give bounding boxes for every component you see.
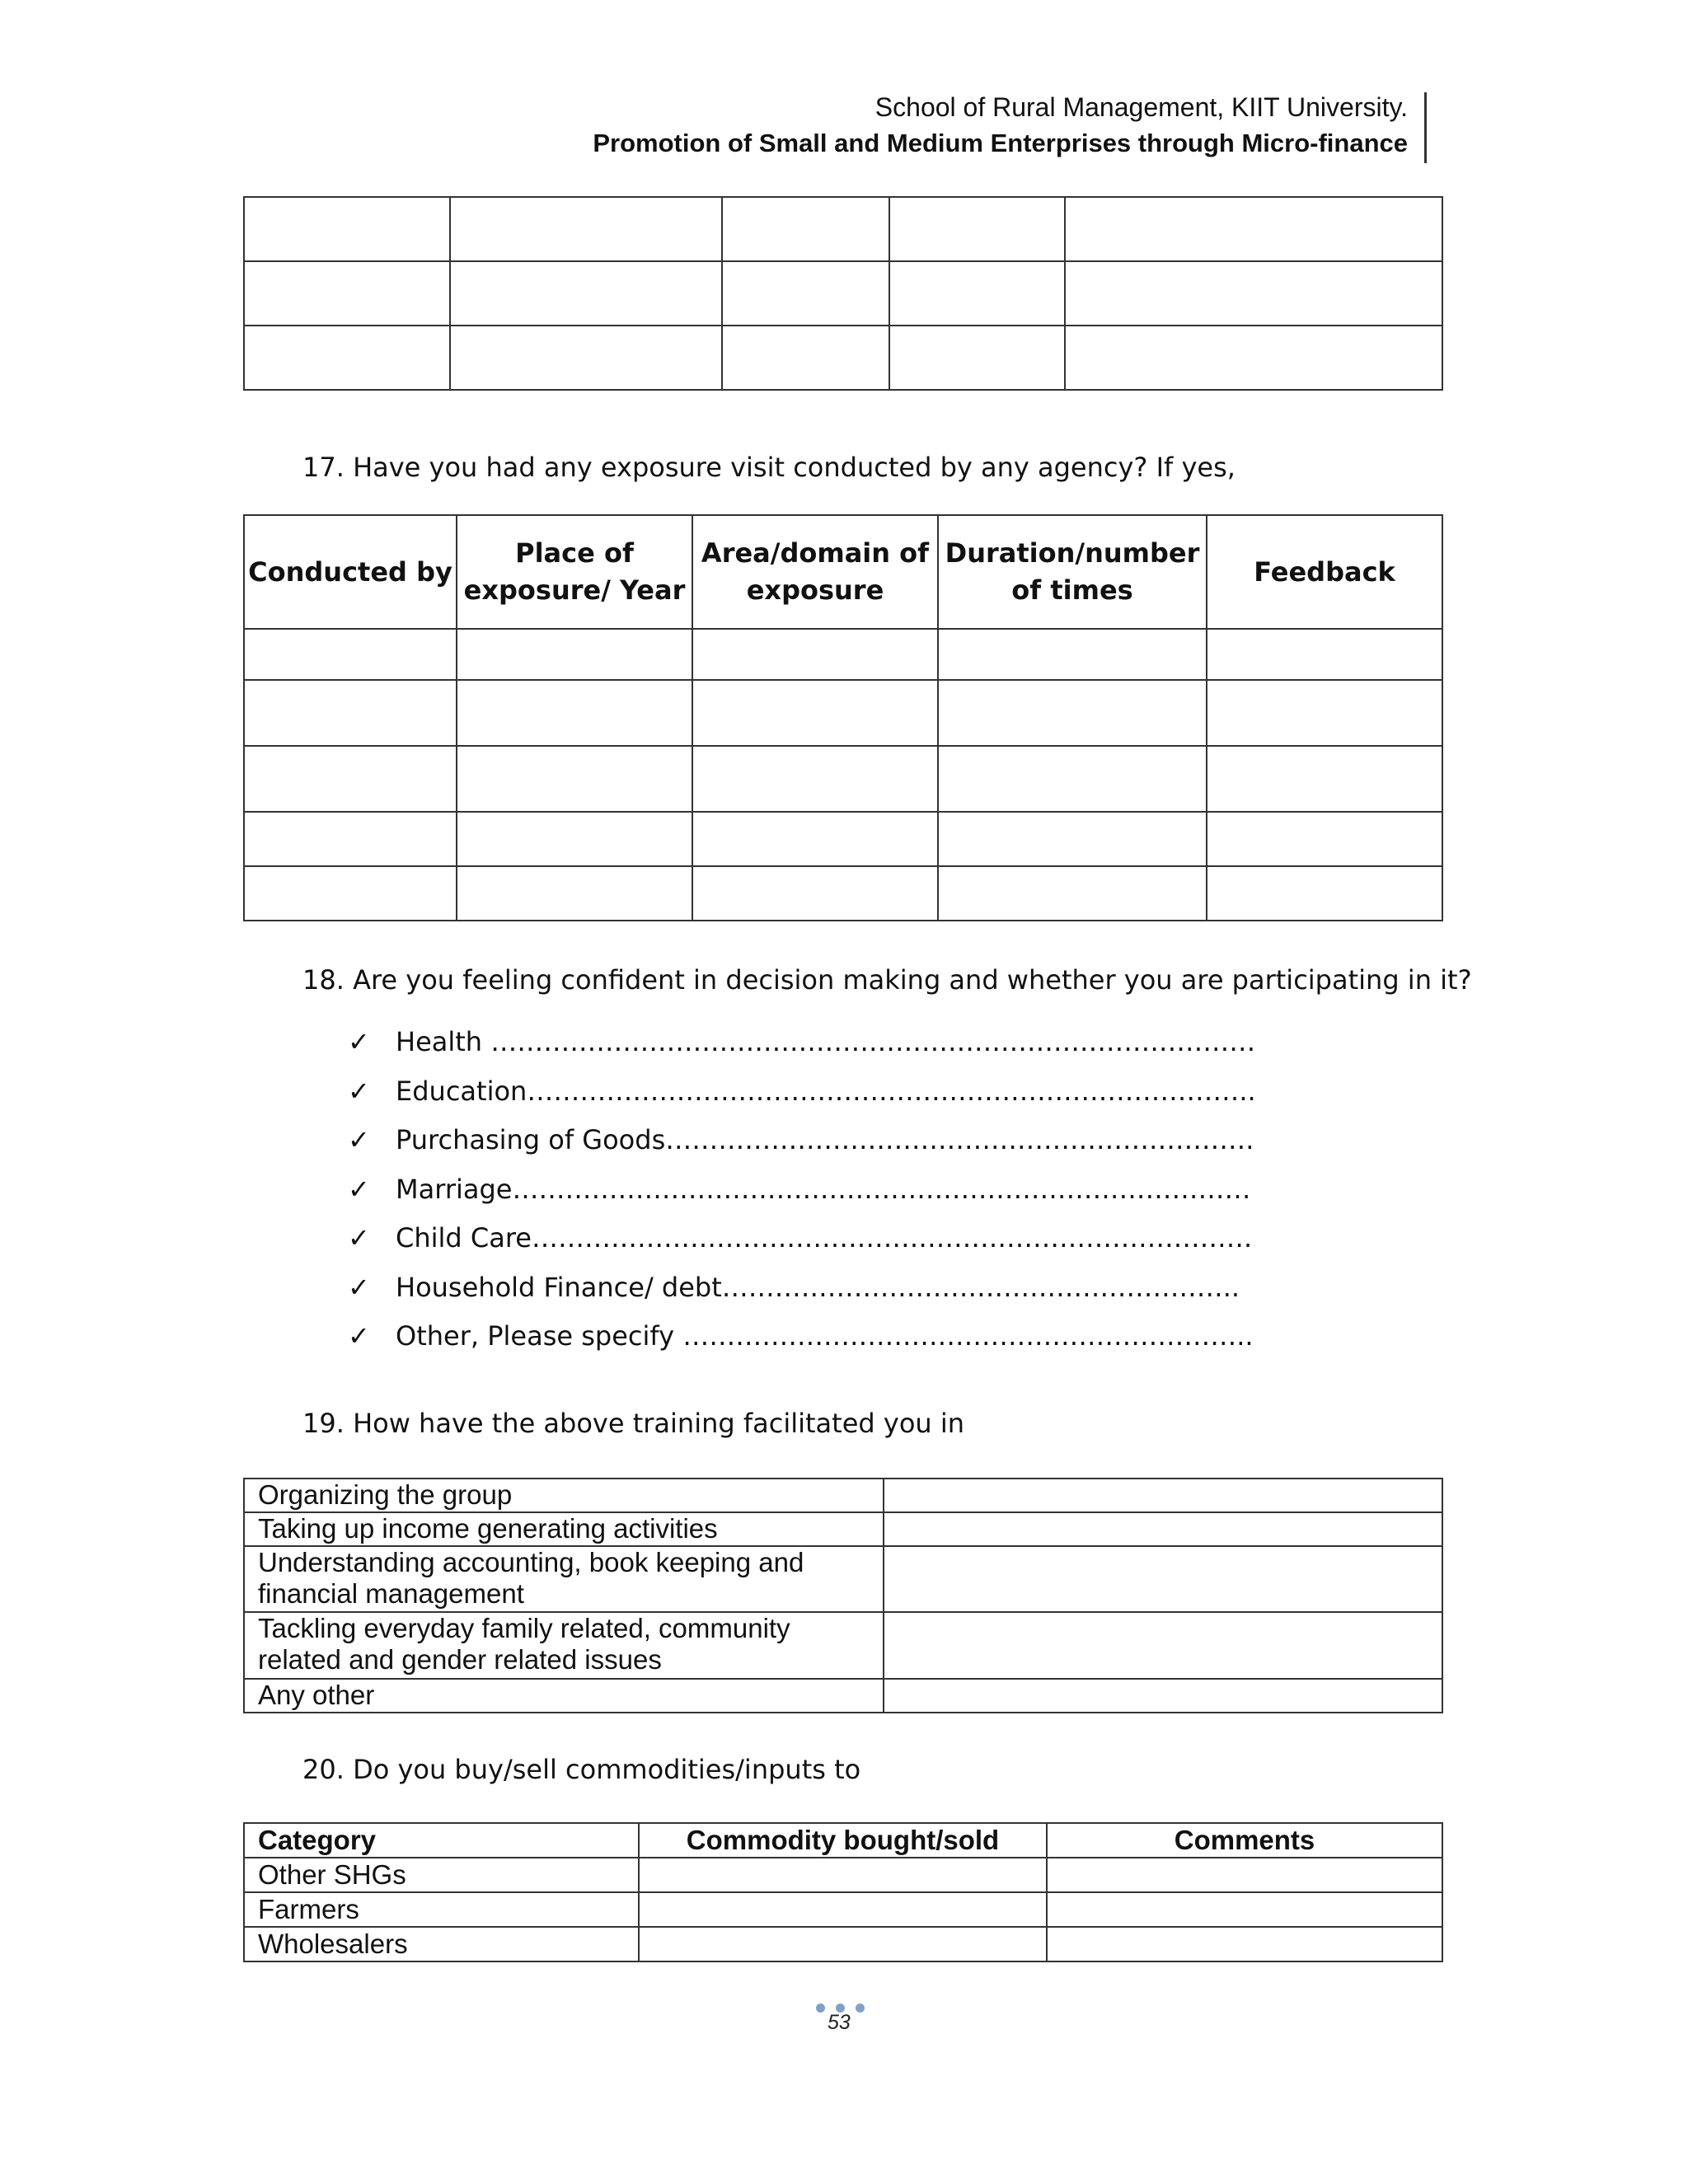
check-icon: ✓ <box>348 1320 370 1352</box>
question-18: 18. Are you feeling confident in decision making and whether you are participating in it? <box>302 964 1472 996</box>
table-row <box>244 866 1442 921</box>
table-cell[interactable] <box>884 1546 1442 1612</box>
table-cell[interactable] <box>1065 261 1442 326</box>
header-conducted-by: Conducted by <box>244 515 457 629</box>
table-cell[interactable] <box>1207 746 1442 812</box>
checklist-label: Purchasing of Goods…………………………………………………………. <box>396 1124 1254 1155</box>
list-item <box>348 1174 1256 1223</box>
header-feedback: Feedback <box>1207 515 1442 629</box>
check-icon: ✓ <box>348 1173 370 1205</box>
table-cell[interactable] <box>1207 812 1442 866</box>
check-icon: ✓ <box>348 1222 370 1254</box>
check-icon: ✓ <box>348 1124 370 1155</box>
table-row <box>244 812 1442 866</box>
check-icon: ✓ <box>348 1026 370 1057</box>
table-row <box>244 1858 1442 1892</box>
header-place-year: Place of exposure/ Year <box>457 515 692 629</box>
list-item <box>348 1272 1256 1321</box>
table-cell[interactable] <box>1065 197 1442 261</box>
table-row <box>244 746 1442 812</box>
table-row <box>244 1546 1442 1612</box>
table-row <box>244 680 1442 746</box>
table-row <box>244 1927 1442 1961</box>
training-label: Any other <box>244 1679 884 1713</box>
list-item <box>348 1320 1256 1370</box>
header-comments: Comments <box>1047 1823 1442 1858</box>
list-item <box>348 1222 1256 1272</box>
exposure-table <box>243 514 1443 921</box>
question-19: 19. How have the above training facilitated you in <box>302 1408 965 1439</box>
table-cell[interactable] <box>457 812 692 866</box>
continued-table <box>243 196 1443 391</box>
checklist-label: Education……………………………………………………………………….. <box>396 1075 1256 1107</box>
table-cell[interactable] <box>639 1892 1047 1927</box>
table-cell[interactable] <box>244 326 450 390</box>
table-cell[interactable] <box>692 812 938 866</box>
table-cell[interactable] <box>457 680 692 746</box>
table-header-row <box>244 1823 1442 1858</box>
table-cell[interactable] <box>692 866 938 921</box>
table-cell[interactable] <box>244 261 450 326</box>
list-item <box>348 1076 1256 1125</box>
table-cell[interactable] <box>450 197 722 261</box>
table-row <box>244 1479 1442 1512</box>
table-cell[interactable] <box>722 326 889 390</box>
table-cell[interactable] <box>884 1679 1442 1713</box>
category-label: Other SHGs <box>244 1858 639 1892</box>
table-cell[interactable] <box>1207 629 1442 680</box>
table-row <box>244 629 1442 680</box>
commodity-table <box>243 1822 1443 1962</box>
table-cell[interactable] <box>450 261 722 326</box>
table-cell[interactable] <box>457 866 692 921</box>
table-cell[interactable] <box>884 1612 1442 1679</box>
page-number: 53 <box>828 2011 851 2034</box>
table-cell[interactable] <box>938 866 1207 921</box>
table-cell[interactable] <box>639 1927 1047 1961</box>
table-cell[interactable] <box>692 746 938 812</box>
training-label: Understanding accounting, book keeping and financial management <box>244 1546 884 1612</box>
checklist-label: Marriage………………………………………………………………………… <box>396 1173 1251 1205</box>
question-20: 20. Do you buy/sell commodities/inputs to <box>302 1754 861 1785</box>
table-cell[interactable] <box>244 197 450 261</box>
table-cell[interactable] <box>244 812 457 866</box>
table-row <box>244 197 1442 261</box>
table-cell[interactable] <box>639 1858 1047 1892</box>
table-cell[interactable] <box>457 746 692 812</box>
page-header <box>593 89 1408 162</box>
table-header-row <box>244 515 1442 629</box>
table-row <box>244 1512 1442 1546</box>
table-cell[interactable] <box>1065 326 1442 390</box>
list-item <box>348 1124 1256 1174</box>
check-icon: ✓ <box>348 1271 370 1303</box>
table-cell[interactable] <box>692 680 938 746</box>
table-row <box>244 1679 1442 1713</box>
category-label: Farmers <box>244 1892 639 1927</box>
table-cell[interactable] <box>1207 866 1442 921</box>
table-cell[interactable] <box>889 326 1065 390</box>
training-table <box>243 1478 1443 1713</box>
table-cell[interactable] <box>457 629 692 680</box>
table-cell[interactable] <box>1047 1892 1442 1927</box>
table-cell[interactable] <box>244 680 457 746</box>
table-cell[interactable] <box>884 1479 1442 1512</box>
category-label: Wholesalers <box>244 1927 639 1961</box>
question-17: 17. Have you had any exposure visit conducted by any agency? If yes, <box>302 452 1236 483</box>
header-duration: Duration/number of times <box>938 515 1207 629</box>
table-cell[interactable] <box>692 629 938 680</box>
table-cell[interactable] <box>938 746 1207 812</box>
table-cell[interactable] <box>722 261 889 326</box>
training-label: Organizing the group <box>244 1479 884 1512</box>
table-cell[interactable] <box>889 261 1065 326</box>
table-cell[interactable] <box>244 746 457 812</box>
checklist-label: Household Finance/ debt………………………………………………….. <box>396 1271 1240 1303</box>
table-row <box>244 1612 1442 1679</box>
training-label: Taking up income generating activities <box>244 1512 884 1546</box>
header-category: Category <box>244 1823 639 1858</box>
table-cell[interactable] <box>884 1512 1442 1546</box>
checklist-label: Other, Please specify ……………………………………………………….. <box>396 1320 1254 1352</box>
table-cell[interactable] <box>1207 680 1442 746</box>
table-cell[interactable] <box>1047 1858 1442 1892</box>
check-icon: ✓ <box>348 1075 370 1107</box>
decision-checklist <box>348 1026 1256 1370</box>
table-cell[interactable] <box>889 197 1065 261</box>
list-item <box>348 1026 1256 1076</box>
table-row <box>244 326 1442 390</box>
training-label: Tackling everyday family related, community related and gender related issues <box>244 1612 884 1679</box>
table-cell[interactable] <box>938 680 1207 746</box>
table-cell[interactable] <box>938 629 1207 680</box>
table-cell[interactable] <box>1047 1927 1442 1961</box>
header-institution: School of Rural Management, KIIT University. <box>874 92 1408 122</box>
table-cell[interactable] <box>244 629 457 680</box>
checklist-label: Health …………………………………………………………………………… <box>396 1026 1256 1057</box>
table-cell[interactable] <box>938 812 1207 866</box>
header-title: Promotion of Small and Medium Enterprises through Micro-finance <box>593 129 1408 157</box>
header-divider <box>1424 92 1427 163</box>
table-cell[interactable] <box>722 197 889 261</box>
table-row <box>244 1892 1442 1927</box>
checklist-label: Child Care………………………………………………………………………. <box>396 1222 1253 1254</box>
table-cell[interactable] <box>244 866 457 921</box>
table-cell[interactable] <box>450 326 722 390</box>
header-area-domain: Area/domain of exposure <box>692 515 938 629</box>
table-row <box>244 261 1442 326</box>
header-commodity: Commodity bought/sold <box>639 1823 1047 1858</box>
